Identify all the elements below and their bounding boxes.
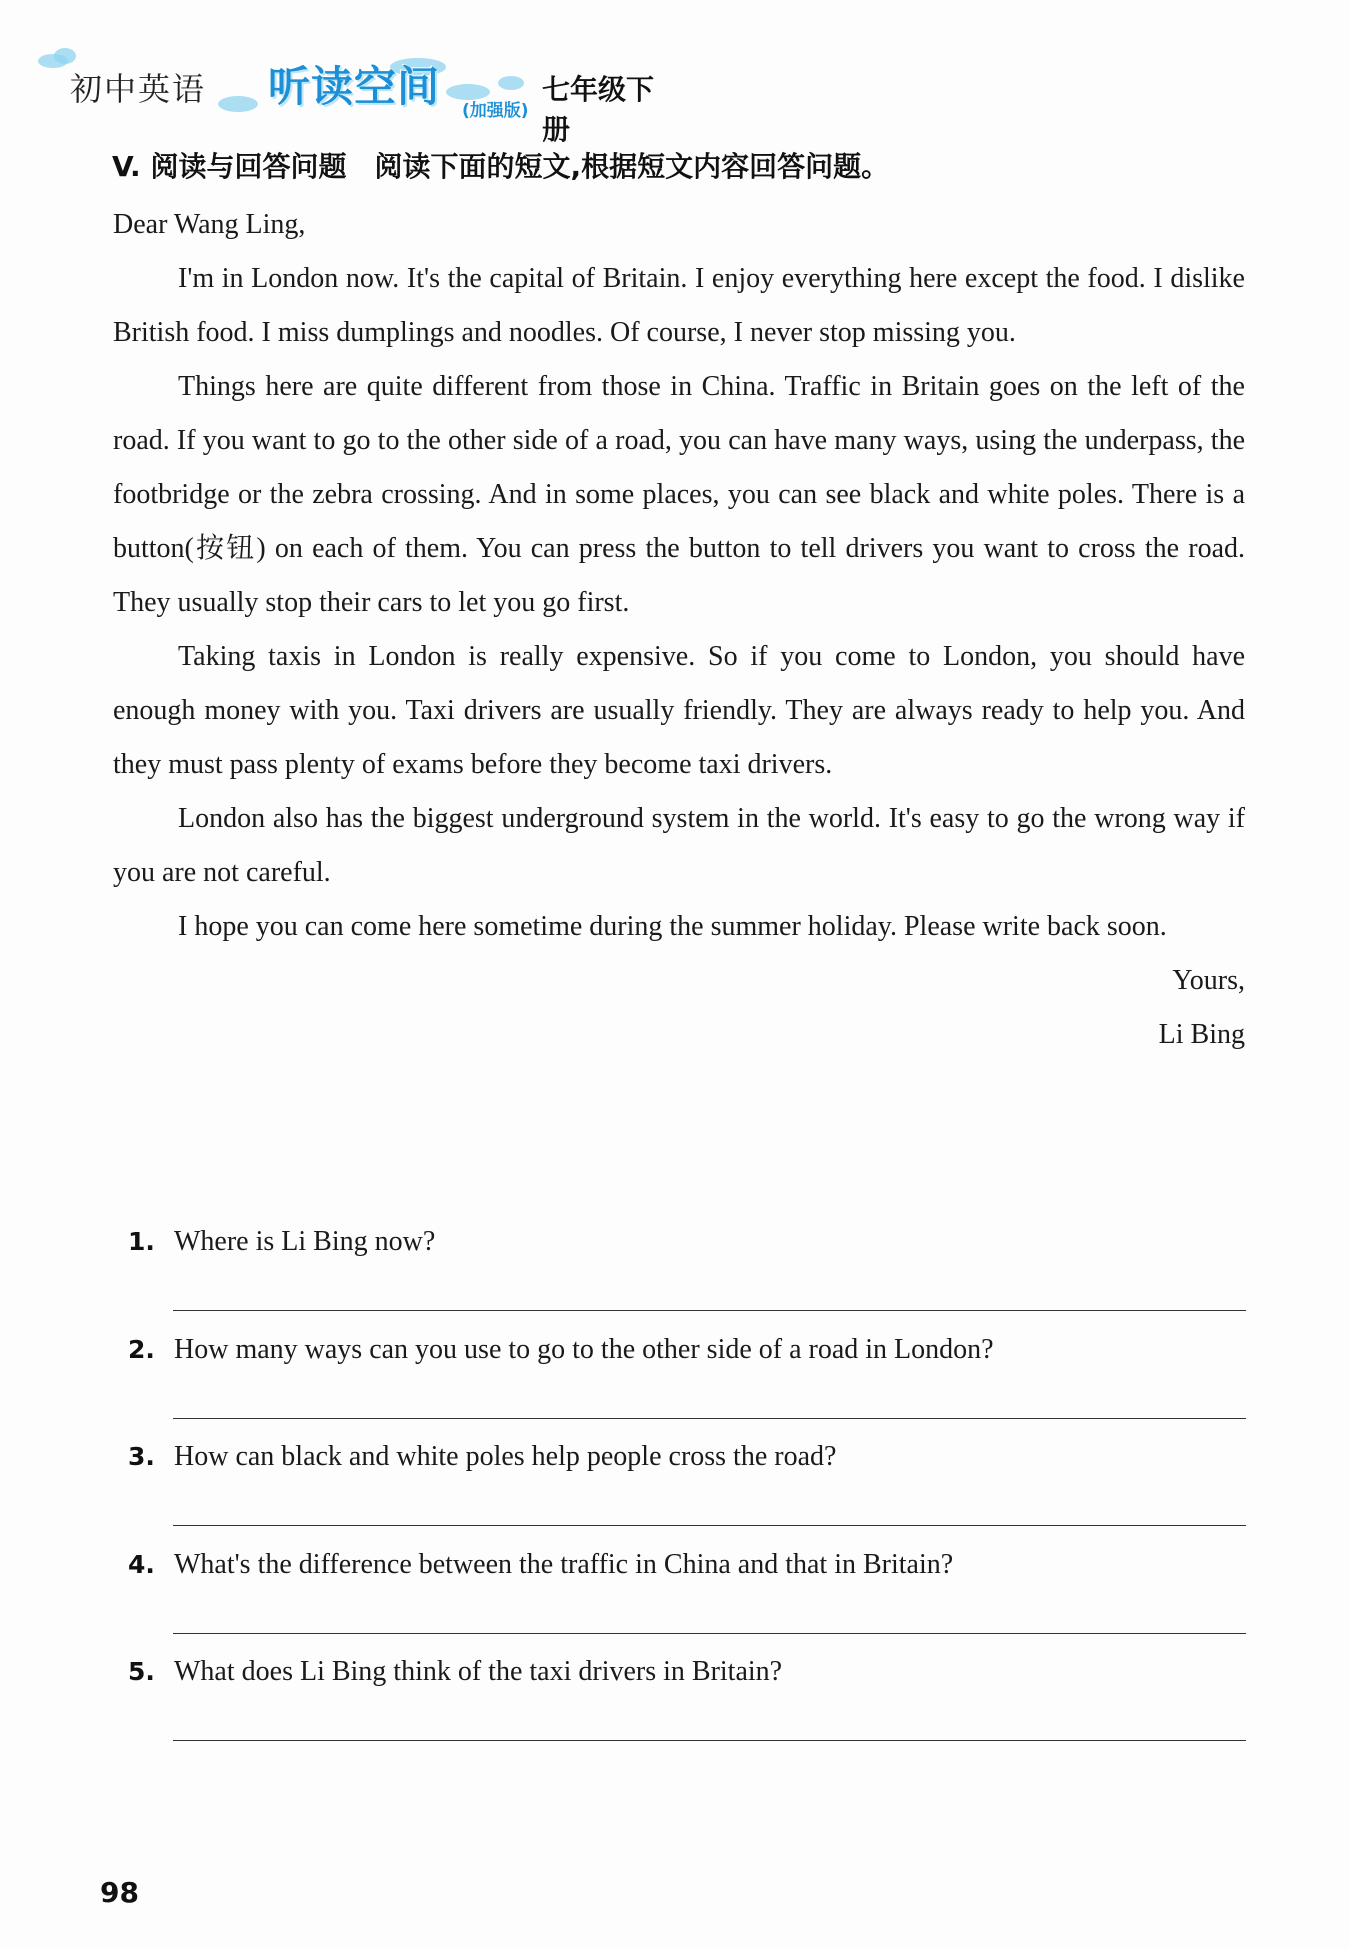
- question-item: [128, 1648, 1246, 1756]
- letter-closing: Yours,: [1172, 965, 1245, 996]
- question-item: [128, 1218, 1246, 1326]
- letter-paragraph: I'm in London now. It's the capital of Britain. I enjoy everything here except the food. I dislike British food. I miss dumplings and noodles. Of course, I never stop missing you.: [113, 263, 1245, 348]
- question-number: 4.: [128, 1549, 155, 1579]
- section-number: V.: [112, 150, 141, 183]
- question-number: 2.: [128, 1334, 155, 1364]
- question-number: 1.: [128, 1227, 155, 1256]
- question-text: Where is Li Bing now?: [174, 1226, 436, 1257]
- brand-title: 听读空间: [268, 62, 441, 111]
- section-title: 阅读与回答问题: [150, 150, 347, 183]
- question-item: [128, 1433, 1246, 1541]
- question-text: What's the difference between the traffic in China and that in Britain?: [174, 1548, 954, 1580]
- book-header: [42, 48, 662, 146]
- section-instruction: 阅读下面的短文,根据短文内容回答问题。: [374, 150, 890, 183]
- edition-label: (加强版): [462, 101, 529, 121]
- answer-line[interactable]: [173, 1740, 1246, 1741]
- answer-line[interactable]: [173, 1633, 1246, 1634]
- series-prefix: 初中英语: [70, 70, 207, 108]
- question-list: [128, 1218, 1246, 1756]
- cloud-decoration-icon: [54, 48, 76, 64]
- question-number: 5.: [128, 1657, 155, 1686]
- letter-paragraph: Taking taxis in London is really expensive. So if you come to London, you should have enough money with you. Taxi drivers are usually friendly. They are always ready to help you. And they must pass plenty of exams before they become taxi drivers.: [113, 641, 1245, 780]
- answer-line[interactable]: [173, 1525, 1246, 1526]
- page-number: 98: [100, 1876, 139, 1909]
- grade-label: 七年级下册: [542, 73, 655, 146]
- question-item: [128, 1326, 1246, 1434]
- question-text: What does Li Bing think of the taxi drivers in Britain?: [174, 1656, 783, 1687]
- question-number: 3.: [128, 1442, 155, 1471]
- letter-paragraph: London also has the biggest underground system in the world. It's easy to go the wrong way if you are not careful.: [113, 803, 1245, 888]
- letter-paragraph: I hope you can come here sometime during the summer holiday. Please write back soon.: [178, 911, 1167, 942]
- letter-signature: Li Bing: [1158, 1019, 1245, 1050]
- question-item: [128, 1541, 1246, 1649]
- cloud-decoration-icon: [498, 76, 524, 90]
- question-text: How many ways can you use to go to the other side of a road in London?: [174, 1333, 994, 1365]
- answer-line[interactable]: [173, 1310, 1246, 1311]
- letter-paragraph: Things here are quite different from those in China. Traffic in Britain goes on the left of the road. If you want to go to the other side of a road, you can have many ways, using the underpass, the footbridge or the zebra crossing. And in some places, you can see black and white poles. There is a button(按钮) on each of them. You can press the button to tell drivers you want to cross the road. They usually stop their cars to let you go first.: [113, 371, 1245, 618]
- question-text: How can black and white poles help people cross the road?: [174, 1441, 837, 1472]
- answer-line[interactable]: [173, 1418, 1246, 1419]
- cloud-decoration-icon: [218, 96, 258, 112]
- letter-salutation: Dear Wang Ling,: [113, 209, 306, 240]
- section-heading: [112, 145, 1252, 185]
- letter-passage: [113, 198, 1245, 1062]
